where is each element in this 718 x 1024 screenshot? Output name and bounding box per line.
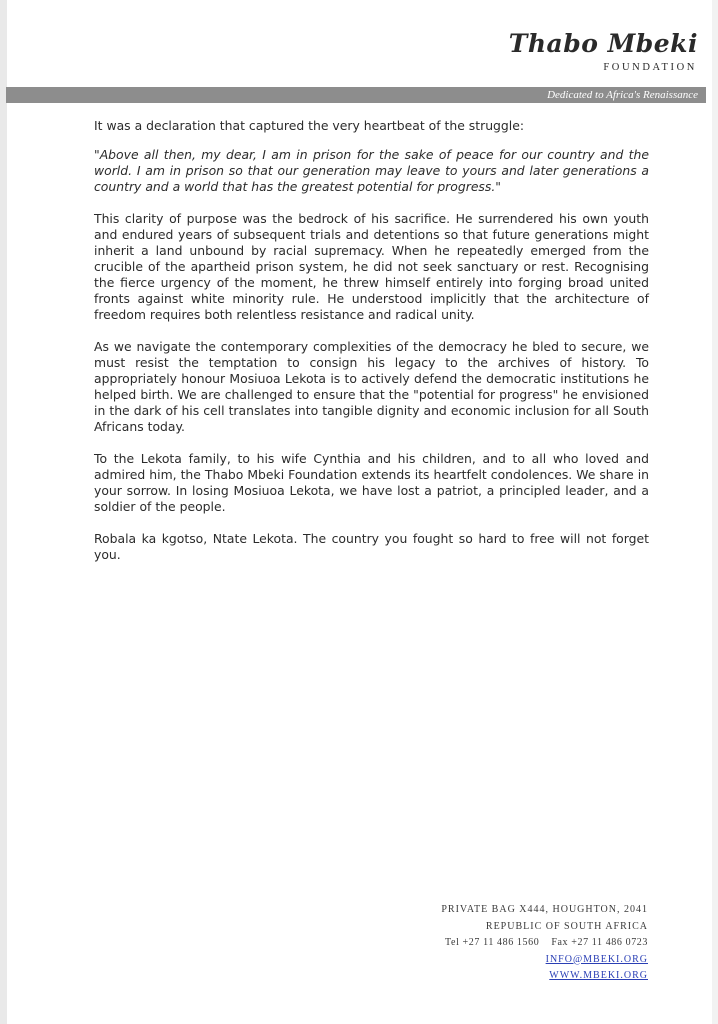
page-left-edge — [0, 0, 7, 1024]
address-line-1: PRIVATE BAG X444, HOUGHTON, 2041 — [441, 904, 648, 915]
foundation-logo — [509, 30, 698, 73]
letter-paragraph-1: This clarity of purpose was the bedrock of his sacrifice. He surrendered his own youth and endured years of subsequent trials and detentions so that future generations might inherit a land unbound by racial supremacy. When he repeatedly emerged from the crucible of the apartheid prison system, he did not seek sanctuary or rest. Recognising the fierce urgency of the moment, he threw himself entirely into forging broad united fronts against white minority rule. He understood implicitly that the architecture of freedom requires both relentless resistance and radical unity. — [94, 211, 649, 322]
letter-paragraph-3: To the Lekota family, to his wife Cynthia and his children, and to all who loved and admired him, the Thabo Mbeki Foundation extends its heartfelt condolences. We share in your sorrow. In losing Mosiuoa Lekota, we have lost a patriot, a principled leader, and a soldier of the people. — [94, 451, 649, 514]
fax-number: Fax +27 11 486 0723 — [551, 937, 648, 948]
letter-body — [94, 118, 649, 579]
contact-numbers — [441, 935, 648, 952]
logo-foundation-word: FOUNDATION — [603, 62, 697, 73]
tel-number: Tel +27 11 486 1560 — [445, 937, 540, 948]
letter-intro: It was a declaration that captured the very heartbeat of the struggle: — [94, 118, 525, 133]
email-link[interactable]: INFO@MBEKI.ORG — [545, 953, 648, 965]
address-line-2: REPUBLIC OF SOUTH AFRICA — [485, 920, 648, 932]
letter-paragraph-4: Robala ka kgotso, Ntate Lekota. The country you fought so hard to free will not forget you. — [94, 531, 649, 562]
letter-paragraph-2: As we navigate the contemporary complexities of the democracy he bled to secure, we must resist the temptation to consign his legacy to the archives of history. To appropriately honour Mosiuoa Lekota is to actively defend the democratic institutions he helped birth. We are challenged to ensure that the "potential for progress" he envisioned in the dark of his cell translates into tangible dignity and economic inclusion for all South Africans today. — [94, 339, 649, 434]
letterhead-footer — [441, 902, 648, 985]
header-banner — [6, 87, 706, 103]
banner-tagline: Dedicated to Africa's Renaissance — [547, 89, 698, 101]
page-right-edge — [712, 0, 718, 1024]
website-link[interactable]: WWW.MBEKI.ORG — [549, 970, 648, 981]
logo-script: Thabo Mbeki — [508, 29, 698, 58]
letter-quote: "Above all then, my dear, I am in prison for the sake of peace for our country and the world. I am in prison so that our generation may leave to yours and later generations a country and a world that has the greatest potential for progress." — [94, 147, 649, 194]
